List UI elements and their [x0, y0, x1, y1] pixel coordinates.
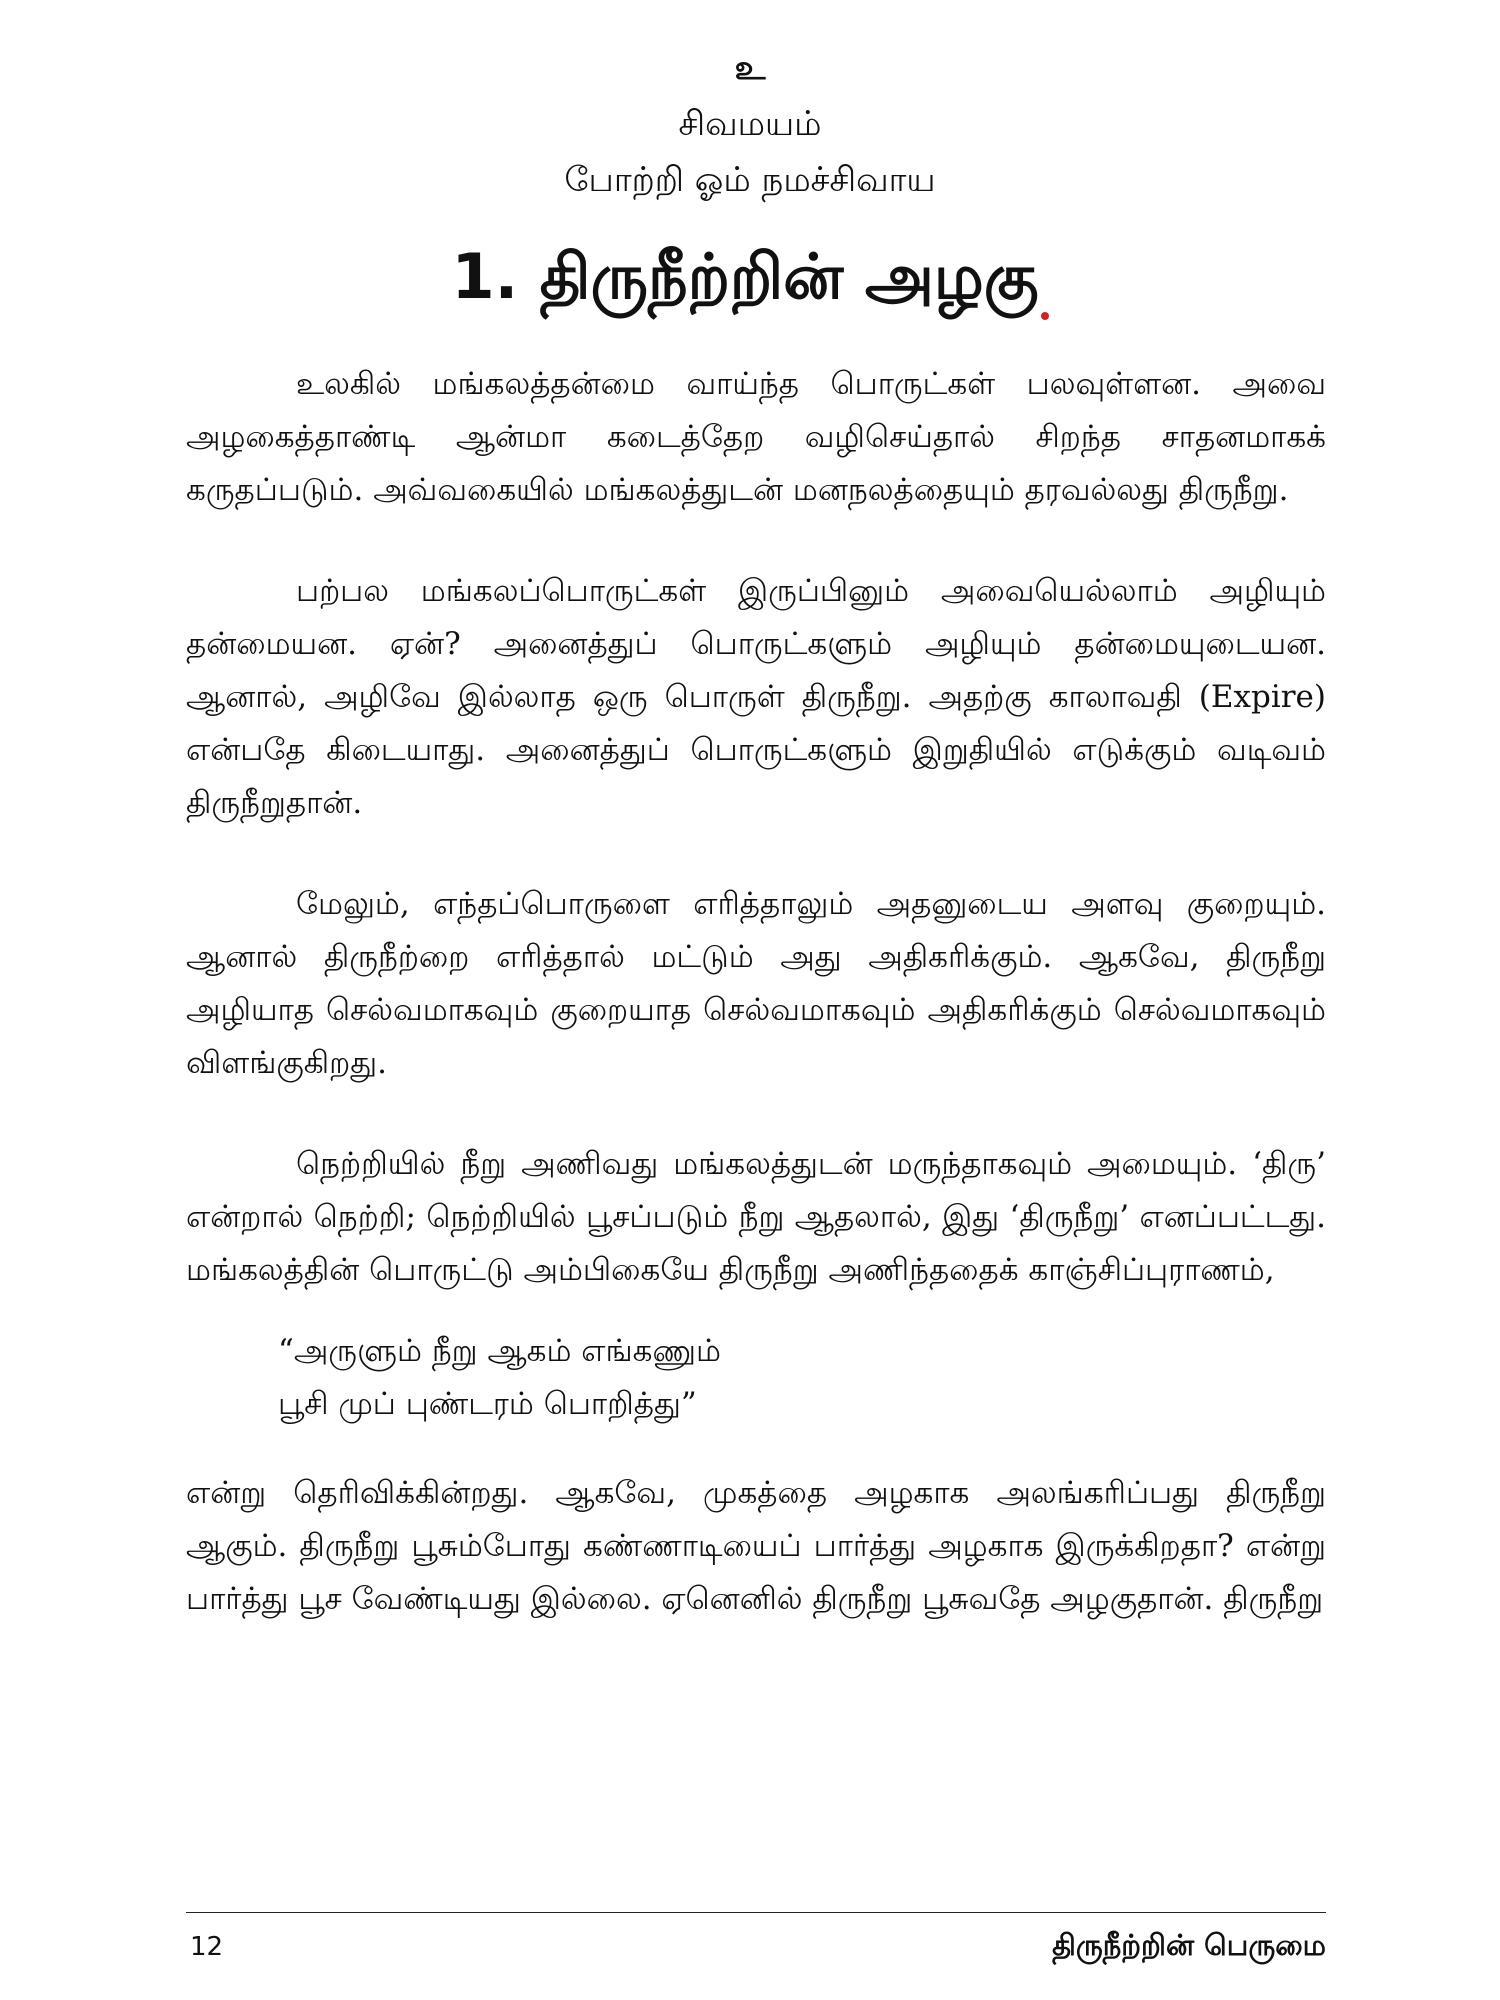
paragraph-4 [186, 1138, 1326, 1297]
paragraph-4-text: நெற்றியில் நீறு அணிவது மங்கலத்துடன் மருந்தாகவும் அமையும். ‘திரு’ என்றால் நெற்றி; நெற்றியில் பூசப்படும் நீறு ஆதலால், இது ‘திருநீறு’ எனப்பட்டது. மங்கலத்தின் பொருட்டு அம்பிகையே திருநீறு அணிந்ததைக் காஞ்சிப்புராணம், [186, 1146, 1326, 1288]
red-dot-mark [1041, 312, 1049, 320]
paragraph-2 [186, 565, 1326, 830]
closing-paragraph: என்று தெரிவிக்கின்றது. ஆகவே, முகத்தை அழகாக அலங்கரிப்பது திருநீறு ஆகும். திருநீறு பூசும்போது கண்ணாடியைப் பார்த்து அழகாக இருக்கிறதா? என்று பார்த்து பூச வேண்டியது இல்லை. ஏனெனில் திருநீறு பூசுவதே அழகுதான். திருநீறு [186, 1475, 1326, 1617]
paragraph-1 [186, 358, 1326, 517]
verse-line-1: “அருளும் நீறு ஆகம் எங்கணும் [278, 1333, 721, 1369]
verse-quote [278, 1325, 1326, 1431]
chapter-title-text: 1. திருநீற்றின் அழகு [451, 240, 1039, 313]
footer-divider [186, 1912, 1326, 1913]
header-invocation: சிவமயம் [678, 104, 822, 144]
paragraph-1-text: உலகில் மங்கலத்தன்மை வாய்ந்த பொருட்கள் பலவுள்ளன. அவை அழகைத்தாண்டி ஆன்மா கடைத்தேற வழிசெய்தால் சிறந்த சாதனமாகக் கருதப்படும். அவ்வகையில் மங்கலத்துடன் மனநலத்தையும் தரவல்லது திருநீறு. [186, 366, 1326, 508]
paragraph-3 [186, 878, 1326, 1090]
body-text [186, 358, 1326, 1626]
verse-line-2: பூசி முப் புண்டரம் பொறித்து” [278, 1386, 697, 1422]
page-number: 12 [190, 1932, 224, 1962]
running-footer-title: திருநீற்றின் பெருமை [1052, 1928, 1326, 1962]
pillaiyar-suzhi-symbol: உ [734, 48, 766, 88]
header-mantra: போற்றி ஓம் நமச்சிவாய [564, 160, 936, 200]
paragraph-2-text: பற்பல மங்கலப்பொருட்கள் இருப்பினும் அவையெல்லாம் அழியும் தன்மையன. ஏன்? அனைத்துப் பொருட்களும் அழியும் தன்மையுடையன. ஆனால், அழிவே இல்லாத ஒரு பொருள் திருநீறு. அதற்கு காலாவதி (Expire) என்பதே கிடையாது. அனைத்துப் பொருட்களும் இறுதியில் எடுக்கும் வடிவம் திருநீறுதான். [186, 573, 1326, 821]
paragraph-3-text: மேலும், எந்தப்பொருளை எரித்தாலும் அதனுடைய அளவு குறையும். ஆனால் திருநீற்றை எரித்தால் மட்டும் அது அதிகரிக்கும். ஆகவே, திருநீறு அழியாத செல்வமாகவும் குறையாத செல்வமாகவும் அதிகரிக்கும் செல்வமாகவும் விளங்குகிறது. [186, 886, 1326, 1081]
chapter-title [0, 240, 1500, 322]
